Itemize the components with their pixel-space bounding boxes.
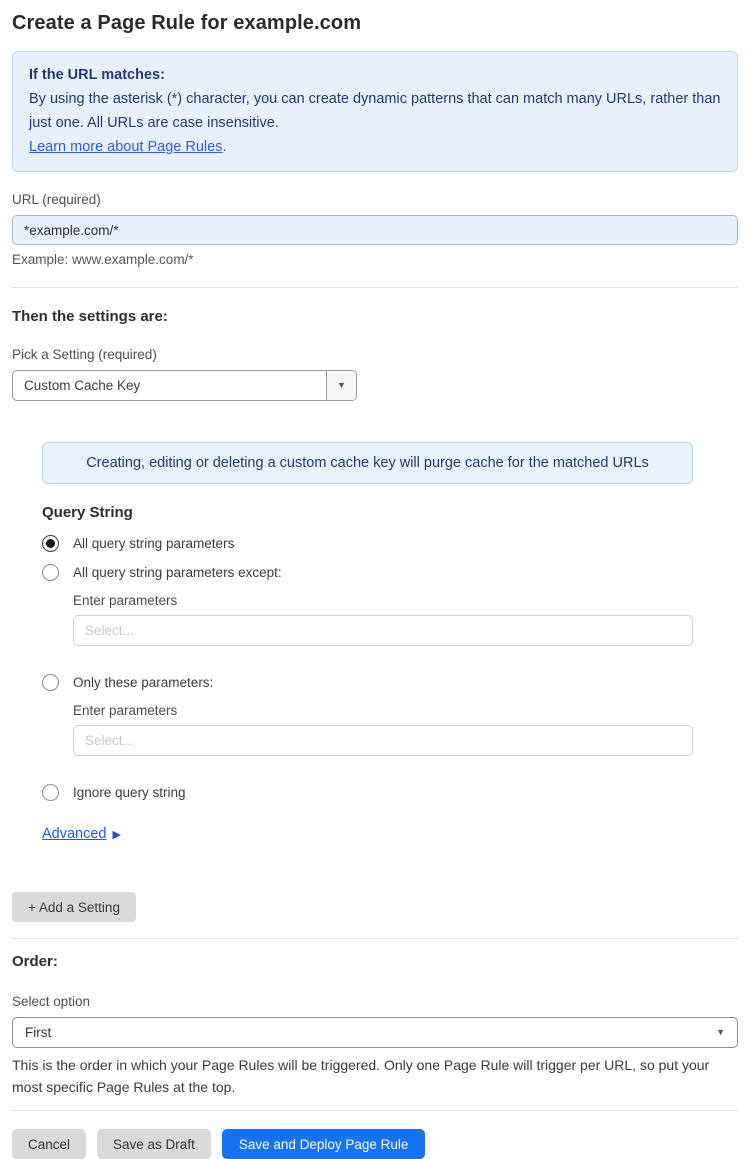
setting-picker-label: Pick a Setting (required) (12, 347, 157, 362)
add-setting-button[interactable]: + Add a Setting (12, 892, 136, 922)
radio-all-query-params[interactable] (42, 535, 693, 552)
url-input[interactable] (12, 215, 738, 245)
url-field-label: URL (required) (12, 192, 101, 207)
enter-parameters-label: Enter parameters (73, 703, 178, 718)
radio-button-icon[interactable] (42, 674, 59, 691)
cache-key-section (42, 442, 693, 842)
purge-cache-notice: Creating, editing or deleting a custom cache key will purge cache for the matched URLs (42, 442, 693, 484)
link-suffix: . (222, 139, 227, 155)
chevron-down-icon: ▼ (716, 1027, 725, 1037)
setting-picker-value: Custom Cache Key (24, 378, 141, 393)
advanced-row (42, 826, 693, 842)
setting-picker-arrow-cell[interactable] (326, 371, 356, 400)
order-select-label: Select option (12, 994, 91, 1009)
query-string-heading: Query String (42, 504, 133, 521)
except-params-block (73, 593, 693, 646)
radio-ignore-query-string[interactable] (42, 784, 693, 801)
cancel-button[interactable]: Cancel (12, 1129, 86, 1159)
save-as-draft-button[interactable]: Save as Draft (97, 1129, 211, 1159)
url-match-info-box (12, 51, 738, 172)
radio-button-icon[interactable] (42, 784, 59, 801)
radio-label: Ignore query string (73, 785, 186, 800)
order-select[interactable] (12, 1017, 738, 1048)
info-box-heading: If the URL matches: (29, 67, 165, 83)
radio-dot (46, 539, 55, 548)
page-title: Create a Page Rule for example.com (12, 12, 362, 34)
only-params-input[interactable] (73, 725, 693, 756)
radio-label: All query string parameters (73, 536, 235, 551)
order-helper-text: This is the order in which your Page Rules will be triggered. Only one Page Rule will trigger per URL, so put your most specific Page Rules at the top. (12, 1057, 710, 1095)
advanced-arrow-icon: ▶ (112, 828, 121, 841)
except-params-input[interactable] (73, 615, 693, 646)
setting-picker-dropdown[interactable] (12, 370, 357, 401)
save-and-deploy-button[interactable]: Save and Deploy Page Rule (222, 1129, 426, 1159)
advanced-link[interactable]: Advanced (42, 826, 107, 842)
only-params-block (73, 703, 693, 756)
info-box-body: By using the asterisk (*) character, you can create dynamic patterns that can match many URLs, rather than just one. All URLs are case insensitive. (29, 91, 721, 131)
radio-label: Only these parameters: (73, 675, 214, 690)
enter-parameters-label: Enter parameters (73, 593, 178, 608)
learn-more-link[interactable]: Learn more about Page Rules (29, 139, 223, 155)
info-box-link-row (29, 135, 721, 159)
divider (12, 1110, 738, 1111)
divider (12, 287, 738, 288)
divider (12, 938, 738, 939)
radio-button-icon[interactable] (42, 564, 59, 581)
order-heading: Order: (12, 953, 58, 970)
footer-actions (12, 1129, 738, 1159)
radio-button-icon[interactable] (42, 535, 59, 552)
radio-all-params-except[interactable] (42, 564, 693, 581)
settings-heading: Then the settings are: (12, 308, 168, 325)
url-example-helper: Example: www.example.com/* (12, 252, 194, 267)
radio-label: All query string parameters except: (73, 565, 282, 580)
order-select-value: First (25, 1025, 52, 1040)
chevron-down-icon: ▼ (337, 380, 346, 390)
radio-only-these-params[interactable] (42, 674, 693, 691)
